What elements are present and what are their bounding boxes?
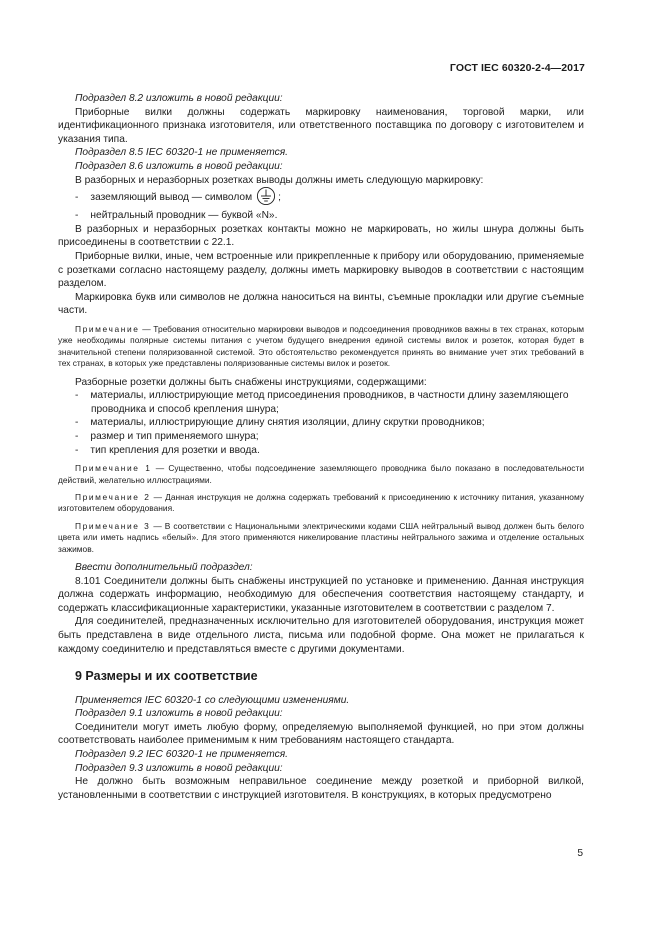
paragraph: Соединители могут иметь любую форму, определяемую выполняемой функцией, но при этом должны соответствовать наиболее применимым к ним требованиям настоящего стандарта. bbox=[58, 721, 584, 747]
note-label: Примечание 1 bbox=[75, 463, 152, 474]
list-item-text: материалы, иллюстрирующие метод присоединения проводников, в частности длину заземляющего проводника и способ крепления шнура; bbox=[90, 390, 569, 415]
note bbox=[58, 521, 584, 555]
list-item bbox=[75, 416, 584, 430]
paragraph: Подраздел 8.5 IEC 60320-1 не применяется. bbox=[75, 147, 288, 159]
note bbox=[58, 463, 584, 486]
paragraph: Разборные розетки должны быть снабжены инструкциями, содержащими: bbox=[75, 376, 427, 388]
paragraph: Приборные вилки, иные, чем встроенные или прикрепленные к прибору или оборудованию, применяемые с розетками согласно настоящему разделу, должны иметь маркировку выводов в соответствии с настоящим разделом. bbox=[58, 250, 584, 290]
list-marker: - bbox=[75, 417, 79, 429]
note-label: Примечание bbox=[75, 323, 140, 334]
list-item bbox=[75, 209, 584, 223]
paragraph: Подраздел 8.2 изложить в новой редакции: bbox=[75, 93, 283, 104]
list-item-text: заземляющий вывод — символом bbox=[90, 192, 253, 204]
paragraph: Подраздел 8.6 изложить в новой редакции: bbox=[75, 160, 283, 172]
paragraph: Не должно быть возможным неправильное соединение между розеткой и приборной вилкой, установленными в соответствии с инструкцией изготовителя. В конструкциях, в которых предусмотрено bbox=[58, 776, 584, 801]
note-text: — Требования относительно маркировки выводов и подсоединения проводников важны в тех странах, которым уже необходимы полярные системы питания с учетом будущего внедрения единой системы вилок и розеток, которая будет в значительной степени поляризованной системой. Это обстоятельство рекомендуется принять во внимание учет этих требований в тех странах, в которых уже представлены поляризованные системы вилок и розеток. bbox=[58, 323, 584, 369]
list-item bbox=[75, 430, 584, 444]
note-label: Примечание 3 bbox=[75, 520, 151, 531]
list-item bbox=[75, 187, 584, 209]
paragraph: Для соединителей, предназначенных исключительно для изготовителей оборудования, инструкция может быть представлена в виде отдельного листа, письма или подобной форме. Она может не прилагаться к каждому соединителю и представляться вместе с другими документами. bbox=[58, 616, 584, 655]
page-content bbox=[58, 92, 584, 802]
list-item bbox=[75, 389, 584, 416]
paragraph: Подраздел 9.2 IEC 60320-1 не применяется. bbox=[75, 749, 288, 761]
paragraph: 8.101 Соединители должны быть снабжены инструкцией по установке и применению. Данная инструкция должна содержать информацию, необходимую для обеспечения соответствия настоящему стандарту, и содержать классификационные характеристики, указанные изготовителем в соответствии с разделом 7. bbox=[58, 575, 584, 614]
list-item bbox=[75, 444, 584, 458]
note-text: — Данная инструкция не должна содержать требований к присоединению к источнику питания, указанному изготовителем оборудования. bbox=[58, 491, 584, 514]
page-number: 5 bbox=[577, 848, 583, 859]
paragraph: В разборных и неразборных розетках выводы должны иметь следующую маркировку: bbox=[75, 174, 484, 186]
list-item-text: материалы, иллюстрирующие длину снятия изоляции, длину скрутки проводников; bbox=[90, 417, 485, 429]
paragraph: Ввести дополнительный подраздел: bbox=[75, 561, 253, 573]
list-marker: - bbox=[75, 444, 79, 456]
list-marker: - bbox=[75, 390, 79, 402]
paragraph: Применяется IEC 60320-1 со следующими изменениями. bbox=[75, 694, 350, 706]
list-item-text: нейтральный проводник — буквой «N». bbox=[90, 210, 278, 222]
list-item-text: тип крепления для розетки и ввода. bbox=[90, 444, 260, 456]
ground-symbol-icon bbox=[256, 186, 276, 211]
paragraph: Подраздел 9.3 изложить в новой редакции: bbox=[75, 762, 283, 774]
note-text: — Существенно, чтобы подсоединение заземляющего проводника было показано в последовательности действий, желательно иллюстрациями. bbox=[58, 463, 585, 485]
standard-header: ГОСТ IEC 60320-2-4—2017 bbox=[449, 62, 585, 74]
section-title: 9 Размеры и их соответствие bbox=[75, 669, 258, 684]
note-text: — В соответствии с Национальными электрическими кодами США нейтральный вывод должен быть белого цвета или иметь надпись «белый». Для этого применяются никелирование пластины нейтрального зажима и отделение остальных зажимов. bbox=[58, 520, 584, 554]
note bbox=[58, 324, 584, 370]
paragraph: Приборные вилки должны содержать маркировку наименования, торговой марки, или идентификационного признака изготовителя, или ответственного поставщика по договору с изготовителем и указания типа. bbox=[58, 106, 584, 145]
list-marker: - bbox=[75, 430, 79, 442]
list-marker: - bbox=[75, 192, 79, 204]
paragraph: В разборных и неразборных розетках контакты можно не маркировать, но жилы шнура должны быть присоединены в соответствии с 22.1. bbox=[58, 223, 584, 249]
paragraph: Подраздел 9.1 изложить в новой редакции: bbox=[75, 708, 283, 720]
list-item-text: размер и тип применяемого шнура; bbox=[90, 430, 259, 442]
list-item-text: ; bbox=[278, 192, 281, 204]
note bbox=[58, 492, 584, 515]
list-marker: - bbox=[75, 210, 79, 222]
note-label: Примечание 2 bbox=[75, 491, 151, 502]
paragraph: Маркировка букв или символов не должна наноситься на винты, съемные прокладки или другие съемные части. bbox=[58, 291, 584, 317]
